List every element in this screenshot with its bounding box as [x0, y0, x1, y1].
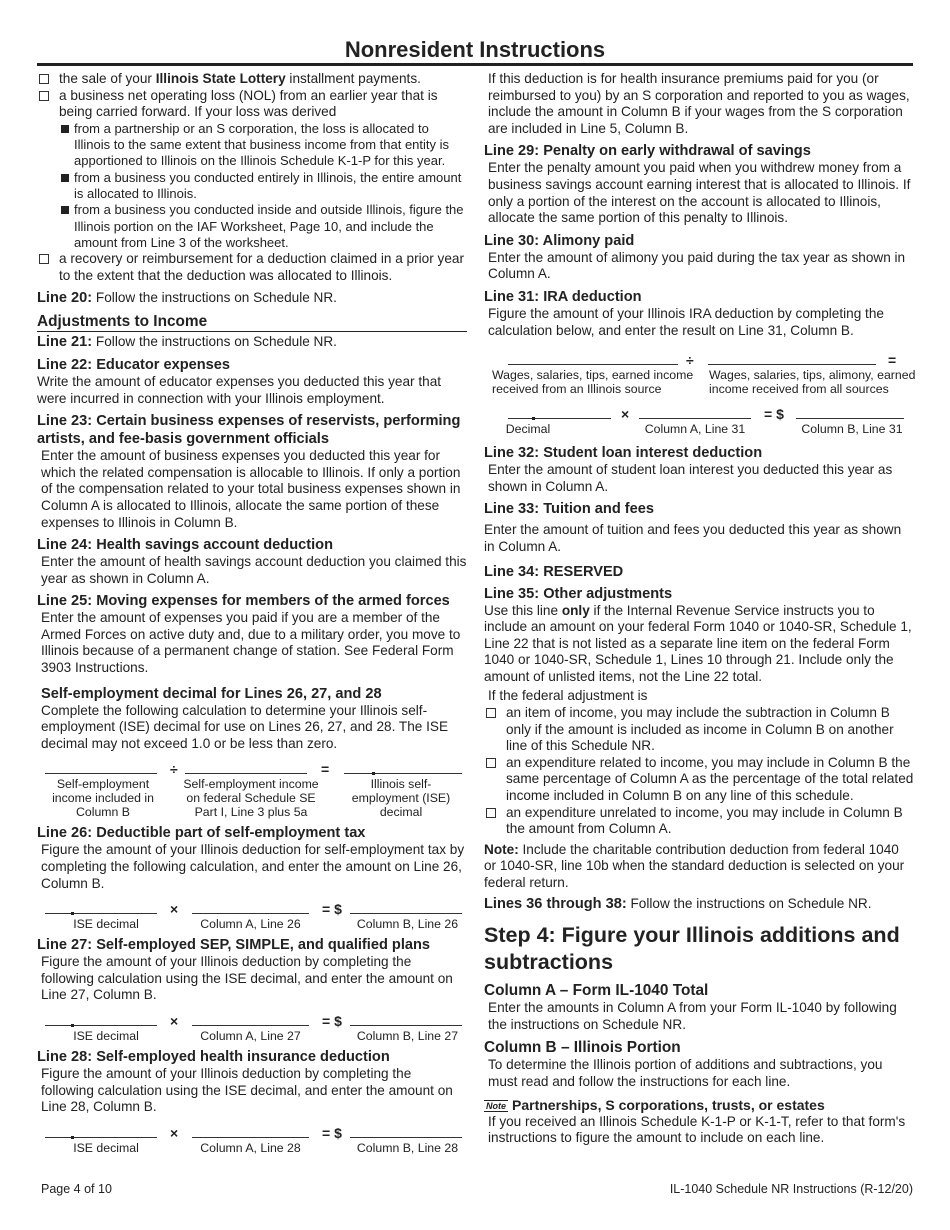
line33-text: Enter the amount of tuition and fees you deducted this year as shown in Column A. [484, 522, 902, 554]
line30-text: Enter the amount of alimony you paid during the tax year as shown in Column A. [488, 249, 906, 282]
equals-dollar-sign: = $ [322, 1013, 342, 1029]
illinois-wages-caption: Wages, salaries, tips, earned income received from an Illinois source [492, 368, 694, 397]
line29-heading: Line 29: Penalty on early withdrawal of savings [484, 143, 811, 160]
column-b-blank [796, 405, 904, 419]
line24-text: Enter the amount of health savings account deduction you claimed this year as shown in Column A. [41, 554, 467, 586]
times-sign: × [170, 1124, 179, 1141]
decimal-point [71, 1024, 74, 1027]
ira-ratio-calculation [484, 351, 916, 397]
line35-text: Use this line only if the Internal Revenue Service instructs you to include an amount on your federal Form 1040 or 1040-SR, Schedule 1, Line 22 that is not listed as a separate line item on the federal Form 1040 or 1040-SR, Schedule 1, Lines 10 through 21. Include only the amount of unlisted items, not the Line 22 total. [484, 602, 912, 684]
left-column [37, 71, 467, 1158]
column-b-caption: Column B, Line 26 [356, 917, 459, 932]
line32-text: Enter the amount of student loan interest you deducted this year as shown in Column A. [488, 462, 893, 494]
ise-decimal-caption: ISE decimal [73, 1140, 139, 1155]
checkbox-item-unrelated-expenditure: an expenditure unrelated to income, you may include in Column B the amount from Column A. [484, 805, 914, 838]
line26-text: Figure the amount of your Illinois deduction for self-employment tax by completing the following calculation, and enter the amount on Line 26, Column B. [41, 842, 465, 891]
column-b-text: To determine the Illinois portion of additions and subtractions, you must read and follow the instructions for each line. [488, 1057, 883, 1089]
column-a-blank [192, 1124, 309, 1138]
line35-heading: Line 35: Other adjustments [484, 585, 673, 602]
line24-heading: Line 24: Health savings account deduction [37, 537, 333, 554]
line34-heading: Line 34: RESERVED [484, 563, 624, 580]
checkbox-item-nol: a business net operating loss (NOL) from an earlier year that is being carried forward. If your loss was derived [37, 88, 467, 121]
line23-text: Enter the amount of business expenses you deducted this year for which the related compensation is allocable to Illinois. If only a portion of the compensation related to your total business expenses shown in Column A is allocated to Illinois, allocate the same portion of these expenses to Illinois in Column B. [41, 448, 461, 530]
partnership-text: If you received an Illinois Schedule K-1-P or K-1-T, refer to that form's instructions to figure the amount to include on each line. [488, 1113, 906, 1146]
line22-text: Write the amount of educator expenses you deducted this year that were incurred in connection with your Illinois employment. [37, 373, 442, 406]
ise-decimal-caption: ISE decimal [73, 917, 139, 932]
illinois-wages-blank [508, 351, 678, 365]
equals-dollar-sign: = $ [764, 406, 784, 423]
form-id: IL-1040 Schedule NR Instructions (R-12/20) [669, 1182, 913, 1196]
column-a-blank [192, 1012, 309, 1026]
bullet-inside-outside: from a business you conducted inside and outside Illinois, figure the Illinois portion on the IAF Worksheet, Page 10, and include the amount from Line 3 of the worksheet. [37, 202, 467, 251]
se-federal-caption: Self-employment income on federal Schedule SE Part I, Line 3 plus 5a [183, 777, 319, 820]
equals-dollar-sign: = $ [322, 1124, 342, 1141]
line28-continued-text: If this deduction is for health insurance premiums paid for you (or reimbursed to you) by an S corporation and reported to you as wages, include the amount in Column B if your wages from the S corporation are included in Line 5, Column B. [488, 71, 910, 136]
checkbox-icon [39, 254, 49, 264]
bullet-partnership: from a partnership or an S corporation, the loss is allocated to Illinois to the same extent that business income from that entity is apportioned to Illinois on the Illinois Schedule K-1-P for this year. [37, 121, 467, 170]
line31-heading: Line 31: IRA deduction [484, 288, 642, 305]
checkbox-icon [39, 91, 49, 101]
checkbox-item-related-expenditure: an expenditure related to income, you may include in Column B the same percentage of Column A as the percentage of the total related income included in Column B on any line of this schedule. [484, 755, 914, 805]
all-wages-blank [708, 351, 876, 365]
column-b-blank [350, 1012, 462, 1026]
checkbox-item-lottery: the sale of your Illinois State Lottery installment payments. [37, 71, 467, 88]
checkbox-icon [486, 758, 496, 768]
se-decimal-heading: Self-employment decimal for Lines 26, 27, and 28 [41, 685, 382, 702]
line25-heading: Line 25: Moving expenses for members of the armed forces [37, 593, 450, 610]
column-b-caption: Column B, Line 28 [356, 1140, 459, 1155]
checkbox-icon [39, 74, 49, 84]
line33-heading: Line 33: Tuition and fees [484, 501, 655, 518]
ise-decimal-blank [45, 1124, 157, 1138]
title-rule [37, 63, 913, 66]
ise-decimal-blank [344, 760, 462, 774]
line25-text: Enter the amount of expenses you paid if you are a member of the Armed Forces on active duty and, due to a military order, you move to Illinois because of a permanent change of station. See Federal Form 3903 Instructions. [41, 610, 461, 676]
page-title: Nonresident Instructions [344, 37, 606, 62]
column-b-blank [350, 900, 462, 914]
ise-decimal-caption: Illinois self-employment (ISE) decimal [351, 777, 451, 820]
column-b-caption: Column B, Line 31 [801, 422, 903, 437]
column-a-blank [639, 405, 751, 419]
line32-heading: Line 32: Student loan interest deduction [484, 445, 763, 462]
line30-heading: Line 30: Alimony paid [484, 232, 635, 249]
divide-sign: ÷ [170, 761, 178, 778]
line21-text: Line 21: Follow the instructions on Schedule NR. [37, 334, 337, 351]
line28-heading: Line 28: Self-employed health insurance deduction [37, 1049, 390, 1065]
line27-calculation [37, 1012, 467, 1046]
times-sign: × [170, 1013, 179, 1029]
line22-heading: Line 22: Educator expenses [37, 356, 231, 373]
line35-if-text: If the federal adjustment is [488, 688, 648, 704]
line28-calculation [37, 1124, 467, 1158]
decimal-caption: Decimal [505, 422, 551, 437]
line28-text: Figure the amount of your Illinois deduction by completing the following calculation using the ISE decimal, and enter the amount on Line 28, Column B. [41, 1066, 453, 1115]
ira-deduction-calculation [484, 405, 914, 439]
column-a-blank [192, 900, 309, 914]
column-a-heading: Column A – Form IL-1040 Total [484, 982, 709, 1000]
column-a-caption: Column A, Line 31 [644, 422, 746, 437]
line20-text: Line 20: Follow the instructions on Schedule NR. [37, 290, 337, 307]
square-bullet-icon [61, 174, 69, 182]
decimal-point [372, 772, 375, 775]
adjustments-heading: Adjustments to Income [37, 313, 467, 332]
checkbox-item-income: an item of income, you may include the subtraction in Column B only if the amount is included as income in Column B on another line of this Schedule NR. [484, 705, 914, 755]
line27-text: Figure the amount of your Illinois deduction by completing the following calculation using the ISE decimal, and enter the amount on Line 27, Column B. [41, 954, 453, 1003]
se-income-blank [45, 760, 157, 774]
se-decimal-text: Complete the following calculation to determine your Illinois self-employment (ISE) decimal for use on Lines 26, 27, and 28. The ISE decimal may not exceed 1.0 or be less than zero. [41, 702, 449, 751]
checkbox-icon [486, 808, 496, 818]
times-sign: × [170, 901, 179, 918]
checkbox-icon [486, 708, 496, 718]
se-decimal-calculation [37, 760, 467, 822]
line26-heading: Line 26: Deductible part of self-employment tax [37, 825, 366, 842]
square-bullet-icon [61, 125, 69, 133]
divide-sign: ÷ [686, 352, 694, 369]
note-icon: Note [486, 1100, 506, 1111]
se-income-caption: Self-employment income included in Column B [52, 777, 154, 820]
column-a-caption: Column A, Line 27 [200, 1029, 301, 1043]
line29-text: Enter the penalty amount you paid when you withdrew money from a business savings account earning interest that is allocated to Illinois. If only a portion of the interest on the account is allocated to Illinois, allocate the same portion of this penalty to Illinois. [488, 160, 911, 226]
equals-dollar-sign: = $ [322, 901, 342, 918]
page-number: Page 4 of 10 [41, 1182, 112, 1196]
column-b-heading: Column B – Illinois Portion [484, 1039, 681, 1057]
times-sign: × [621, 406, 630, 423]
charitable-note: Note: Include the charitable contribution deduction from federal 1040 or 1040-SR, line 10b when the standard deduction is selected on your federal return. [484, 841, 905, 890]
equals-sign: = [321, 761, 330, 778]
checkbox-item-recovery: a recovery or reimbursement for a deduction claimed in a prior year to the extent that the deduction was allocated to Illinois. [37, 251, 467, 284]
column-b-caption: Column B, Line 27 [356, 1029, 459, 1043]
all-wages-caption: Wages, salaries, tips, alimony, earned income received from all sources [709, 368, 916, 397]
line27-heading: Line 27: Self-employed SEP, SIMPLE, and qualified plans [37, 937, 431, 954]
se-federal-blank [185, 760, 307, 774]
ise-decimal-blank [45, 1012, 157, 1026]
decimal-point [71, 912, 74, 915]
line23-heading: Line 23: Certain business expenses of reservists, performing artists, and fee-basis government officials [37, 413, 461, 448]
column-a-caption: Column A, Line 28 [200, 1140, 301, 1155]
right-column [484, 71, 914, 1147]
partnership-heading: Note Partnerships, S corporations, trusts, or estates [486, 1096, 825, 1113]
step4-heading: Step 4: Figure your Illinois additions and subtractions [484, 923, 900, 975]
decimal-point [71, 1136, 74, 1139]
line31-text: Figure the amount of your Illinois IRA deduction by completing the calculation below, and enter the result on Line 31, Column B. [488, 305, 884, 338]
decimal-blank [508, 405, 611, 419]
ise-decimal-blank [45, 900, 157, 914]
column-a-caption: Column A, Line 26 [200, 917, 301, 932]
lines36-38-text: Lines 36 through 38: Follow the instructions on Schedule NR. [484, 895, 872, 912]
ise-decimal-caption: ISE decimal [73, 1029, 139, 1043]
column-b-blank [350, 1124, 462, 1138]
equals-sign: = [888, 352, 897, 369]
line26-calculation [37, 900, 467, 934]
square-bullet-icon [61, 206, 69, 214]
bullet-illinois-business: from a business you conducted entirely in Illinois, the entire amount is allocated to Illinois. [37, 170, 467, 203]
column-a-text: Enter the amounts in Column A from your Form IL-1040 by following the instructions on Schedule NR. [488, 1000, 897, 1032]
decimal-point [532, 417, 535, 420]
